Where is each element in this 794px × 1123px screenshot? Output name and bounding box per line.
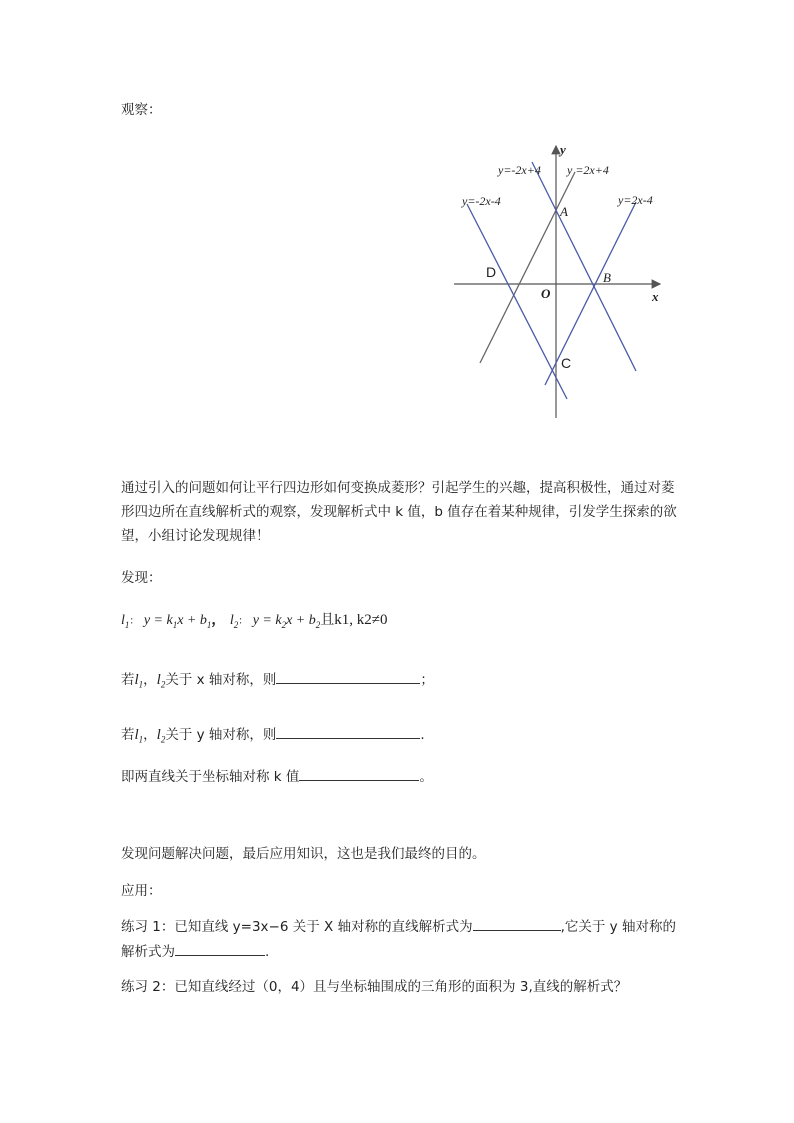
point-label-C: C xyxy=(561,355,572,371)
q1-sep: ， xyxy=(143,672,157,688)
formula-y2: y = k xyxy=(252,613,282,628)
ex1-part1: 练习 1：已知直线 y=3x−6 关于 X 轴对称的直线解析式为 xyxy=(121,919,473,935)
point-label-D: D xyxy=(486,264,497,280)
q3-end: 。 xyxy=(419,769,433,785)
q1-answer-blank[interactable] xyxy=(276,669,420,684)
x-axis-label: x xyxy=(652,289,659,304)
label-line-3: y=-2x-4 xyxy=(462,194,501,208)
origin-label: O xyxy=(541,286,551,301)
heading-discover: 发现： xyxy=(121,570,162,586)
formula-condition-prefix: 且 xyxy=(320,612,335,628)
q2-l2: l xyxy=(156,727,161,743)
q2-sep: ， xyxy=(143,727,157,743)
ex1-answer-blank-1[interactable] xyxy=(473,916,561,931)
q1-prefix: 若 xyxy=(121,672,135,688)
q1-l2-sub: 2 xyxy=(160,679,166,690)
formula-condition: k1, k2≠0 xyxy=(334,612,388,628)
formula-colon2: ： xyxy=(238,616,249,627)
question-x-axis-symmetry xyxy=(121,668,434,690)
formula-l2: l xyxy=(229,613,234,628)
question-y-axis-symmetry xyxy=(121,723,425,745)
formula-b2-sub: 2 xyxy=(315,619,321,630)
q3-text: 即两直线关于坐标轴对称 k 值 xyxy=(121,769,300,785)
rhombus-diagram xyxy=(440,138,680,428)
conclusion-text: 发现问题解决问题，最后应用知识，这也是我们最终的目的。 xyxy=(121,846,486,862)
heading-observe: 观察： xyxy=(121,102,162,118)
formula-colon1: ： xyxy=(129,616,140,627)
heading-apply: 应用： xyxy=(121,883,162,899)
q3-answer-blank[interactable] xyxy=(299,766,419,781)
formula-y1: y = k xyxy=(143,613,173,628)
ex1-answer-blank-2[interactable] xyxy=(175,941,265,956)
q1-l1: l xyxy=(134,672,139,688)
q2-l2-sub: 2 xyxy=(160,734,166,745)
formula-l1-sub: 1 xyxy=(124,619,130,630)
exercise-1-line-2 xyxy=(121,940,269,960)
formula-x1: x + b xyxy=(177,613,207,628)
q2-end: . xyxy=(420,727,425,743)
q1-l1-sub: 1 xyxy=(138,679,144,690)
label-line-4: y=2x-4 xyxy=(618,193,653,207)
formula-comma: ， xyxy=(211,612,226,628)
formula-k2-sub: 2 xyxy=(281,619,287,630)
exercise-2: 练习 2：已知直线经过（0，4）且与坐标轴围成的三角形的面积为 3,直线的解析式？ xyxy=(121,979,628,995)
q2-answer-blank[interactable] xyxy=(276,724,420,739)
intro-paragraph: 通过引入的问题如何让平行四边形如何变换成菱形？引起学生的兴趣，提高积极性，通过对菱形四边所在直线解析式的观察，发现解析式中 k 值，b 值存在着某种规律，引发学生探索的欲望，小组讨论发现规律！ xyxy=(121,480,677,544)
ex1-end: . xyxy=(265,944,270,960)
exercise-1-line-1 xyxy=(121,915,676,935)
formula-x2: x + b xyxy=(286,613,316,628)
q2-l1: l xyxy=(134,727,139,743)
point-label-B: B xyxy=(603,270,611,285)
formula-k1-sub: 1 xyxy=(172,619,178,630)
q2-text: 关于 y 轴对称，则 xyxy=(165,727,277,743)
formula-b1-sub: 1 xyxy=(206,619,212,630)
formula-l1: l xyxy=(121,613,125,628)
coordinate-figure xyxy=(440,138,680,432)
q1-l2: l xyxy=(156,672,161,688)
q2-prefix: 若 xyxy=(121,727,135,743)
point-label-A: A xyxy=(560,204,568,219)
y-axis-label: y xyxy=(560,142,566,157)
formula-l2-sub: 2 xyxy=(233,619,239,630)
label-line-2: y =2x+4 xyxy=(567,163,609,177)
q1-text: 关于 x 轴对称，则 xyxy=(165,672,277,688)
ex1-part3: 解析式为 xyxy=(121,944,175,960)
q2-l1-sub: 1 xyxy=(138,734,144,745)
label-line-1: y=-2x+4 xyxy=(498,163,541,177)
formula-line xyxy=(121,609,387,630)
question-k-value xyxy=(121,765,433,785)
line-y-eq-2x-minus-4 xyxy=(545,202,636,385)
q1-end: ； xyxy=(420,672,434,688)
ex1-part2: ,它关于 y 轴对称的 xyxy=(560,919,676,935)
